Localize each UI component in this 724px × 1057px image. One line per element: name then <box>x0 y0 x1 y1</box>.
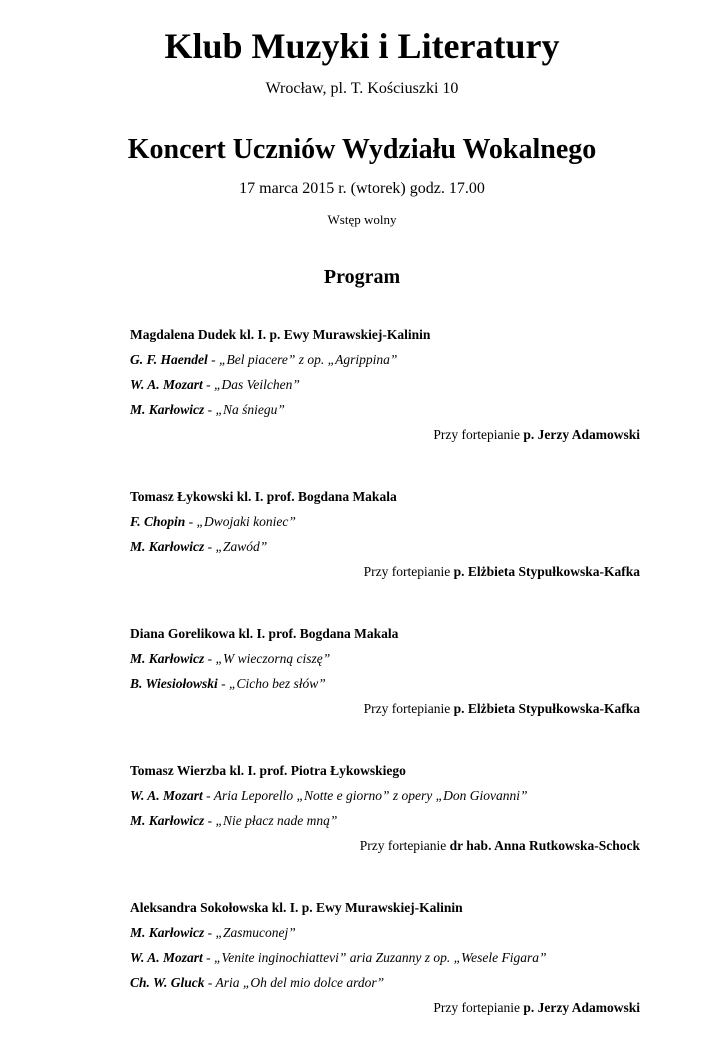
piece-title: - „Das Veilchen” <box>202 377 300 392</box>
pianist-name: dr hab. Anna Rutkowska-Schock <box>449 838 640 853</box>
performer-block <box>130 484 640 584</box>
entry-info: Wstęp wolny <box>327 212 397 227</box>
piece-line <box>130 671 640 696</box>
piece-line <box>130 372 640 397</box>
accompanist-label: Przy fortepianie <box>363 564 454 579</box>
piece-line <box>130 347 640 372</box>
performer-name: Diana Gorelikowa kl. I. prof. Bogdana Makala <box>130 626 399 641</box>
performer-block <box>130 895 640 1020</box>
performer-name: Aleksandra Sokołowska kl. I. p. Ewy Murawskiej-Kalinin <box>130 900 463 915</box>
piece-line <box>130 534 640 559</box>
composer-name: M. Karłowicz <box>130 651 205 666</box>
pianist-name: p. Elżbieta Stypułkowska-Kafka <box>453 564 640 579</box>
piece-title: - „Cicho bez słów” <box>217 676 326 691</box>
accompanist-label: Przy fortepianie <box>359 838 450 853</box>
concert-title: Koncert Uczniów Wydziału Wokalnego <box>127 134 597 165</box>
composer-name: M. Karłowicz <box>130 539 205 554</box>
composer-name: B. Wiesiołowski <box>130 676 218 691</box>
composer-name: M. Karłowicz <box>130 813 205 828</box>
composer-name: Ch. W. Gluck <box>130 975 205 990</box>
piece-title: - „Zawód” <box>204 539 268 554</box>
accompanist-line <box>130 422 640 447</box>
accompanist-line <box>130 995 640 1020</box>
composer-name: W. A. Mozart <box>130 377 203 392</box>
piece-title: - „Bel piacere” z op. „Agrippina” <box>207 352 398 367</box>
concert-date: 17 marca 2015 r. (wtorek) godz. 17.00 <box>239 180 485 197</box>
composer-name: M. Karłowicz <box>130 402 205 417</box>
accompanist-line <box>130 833 640 858</box>
piece-title: - „Nie płacz nade mną” <box>204 813 338 828</box>
composer-name: W. A. Mozart <box>130 950 203 965</box>
piece-title: - „W wieczorną ciszę” <box>204 651 331 666</box>
piece-line <box>130 970 640 995</box>
pianist-name: p. Elżbieta Stypułkowska-Kafka <box>453 701 640 716</box>
piece-line <box>130 509 640 534</box>
club-title: Klub Muzyki i Literatury <box>164 26 560 66</box>
piece-line <box>130 397 640 422</box>
accompanist-label: Przy fortepianie <box>433 1000 524 1015</box>
piece-line <box>130 945 640 970</box>
piece-line <box>130 808 640 833</box>
performer-block <box>130 621 640 721</box>
piece-line <box>130 783 640 808</box>
composer-name: G. F. Haendel <box>130 352 208 367</box>
performer-block <box>130 758 640 858</box>
club-address: Wrocław, pl. T. Kościuszki 10 <box>265 80 459 97</box>
composer-name: F. Chopin <box>130 514 186 529</box>
performer-list <box>130 322 640 1057</box>
pianist-name: p. Jerzy Adamowski <box>523 427 640 442</box>
piece-title: - „Zasmuconej” <box>204 925 296 940</box>
composer-name: M. Karłowicz <box>130 925 205 940</box>
performer-name: Tomasz Wierzba kl. I. prof. Piotra Łykowskiego <box>130 763 406 778</box>
pianist-name: p. Jerzy Adamowski <box>523 1000 640 1015</box>
accompanist-line <box>130 559 640 584</box>
piece-title: - „Dwojaki koniec” <box>185 514 296 529</box>
piece-title: - „Na śniegu” <box>204 402 285 417</box>
program-heading: Program <box>323 266 401 288</box>
accompanist-label: Przy fortepianie <box>363 701 454 716</box>
piece-line <box>130 646 640 671</box>
piece-title: - „Venite inginochiattevi” aria Zuzanny z op. „Wesele Figara” <box>202 950 547 965</box>
piece-line <box>130 920 640 945</box>
performer-name: Tomasz Łykowski kl. I. prof. Bogdana Makala <box>130 489 397 504</box>
accompanist-line <box>130 696 640 721</box>
piece-title: - Aria „Oh del mio dolce ardor” <box>204 975 385 990</box>
accompanist-label: Przy fortepianie <box>433 427 524 442</box>
performer-block <box>130 322 640 447</box>
performer-name: Magdalena Dudek kl. I. p. Ewy Murawskiej-Kalinin <box>130 327 431 342</box>
composer-name: W. A. Mozart <box>130 788 203 803</box>
piece-title: - Aria Leporello „Notte e giorno” z opery „Don Giovanni” <box>202 788 528 803</box>
